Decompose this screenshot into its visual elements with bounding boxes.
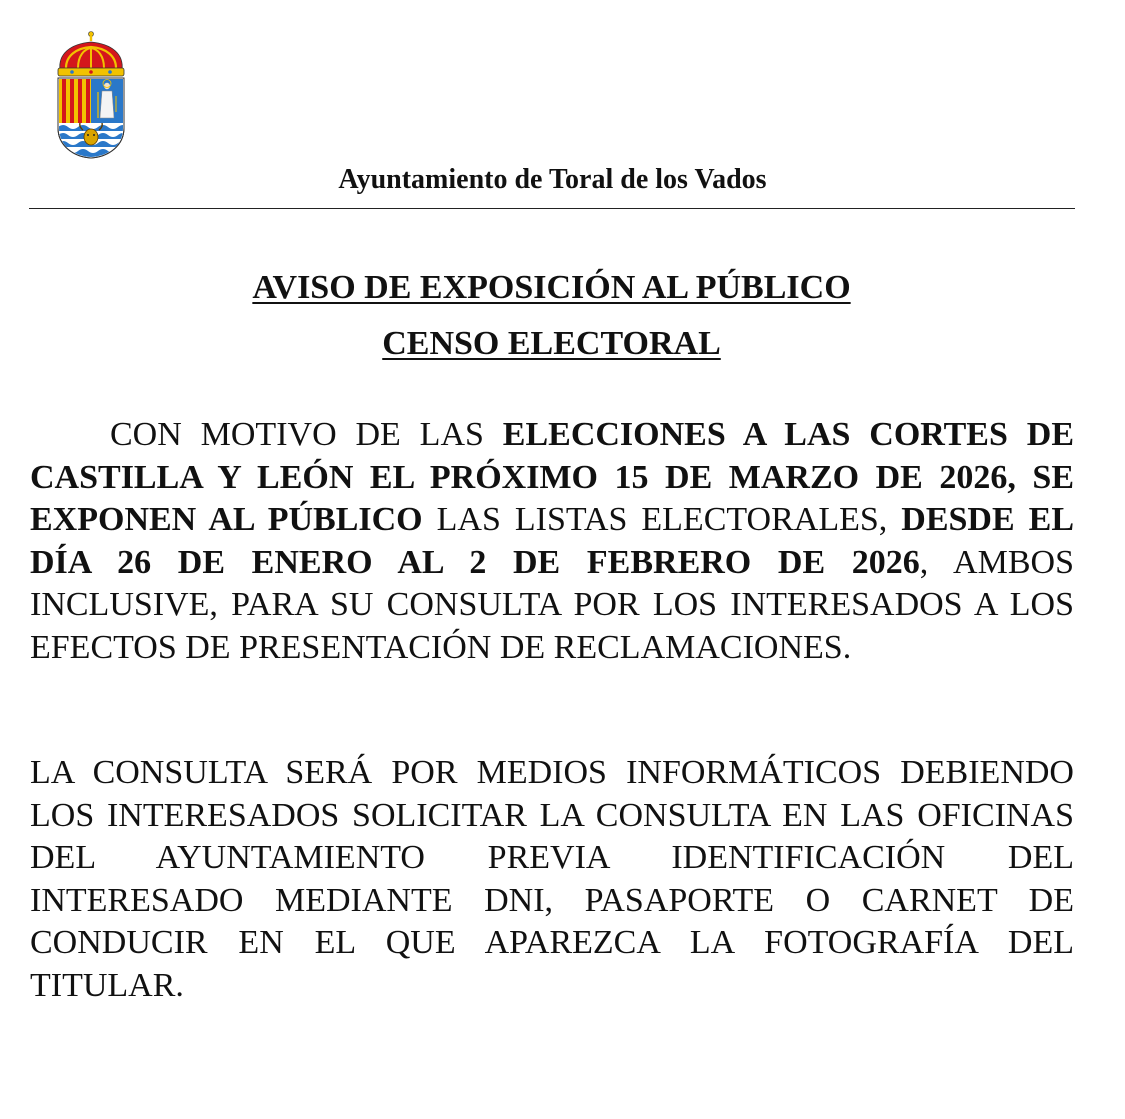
para1-text-c: , AMBOS INCLUSIVE, PARA SU CONSULTA POR LOS INTERESADOS A LOS EFECTOS DE PRESENTACIÓN DE RECLAMACIONES.: [30, 543, 1074, 666]
notice-title: [0, 266, 1103, 310]
notice-title-text: AVISO DE EXPOSICIÓN AL PÚBLICO: [252, 269, 851, 306]
notice-paragraph-2: LA CONSULTA SERÁ POR MEDIOS INFORMÁTICOS DEBIENDO LOS INTERESADOS SOLICITAR LA CONSULTA EN LAS OFICINAS DEL AYUNTAMIENTO PREVIA IDENTIFICACIÓN DEL INTERESADO MEDIANTE DNI, PASAPORTE O CARNET DE CONDUCIR EN EL QUE APAREZCA LA FOTOGRAFÍA DEL TITULAR.: [30, 754, 1074, 1004]
notice-paragraph-1: [30, 414, 1074, 669]
para1-text-b: LAS LISTAS ELECTORALES,: [422, 501, 902, 538]
notice-subtitle-text: CENSO ELECTORAL: [382, 325, 721, 362]
para1-bold-dates: DESDE EL DÍA 26 DE ENERO AL 2 DE FEBRERO DE 2026: [30, 501, 1075, 581]
notice-subtitle: [0, 322, 1103, 366]
para1-text-a: CON MOTIVO DE LAS: [110, 416, 503, 453]
organization-name: Ayuntamiento de Toral de los Vados: [338, 164, 767, 195]
header-divider: [29, 208, 1075, 209]
para1-bold-election: ELECCIONES A LAS CORTES DE CASTILLA Y LEÓN EL PRÓXIMO 15 DE MARZO DE 2026, SE EXPONEN AL PÚBLICO: [30, 416, 1074, 538]
coat-of-arms-icon: [52, 30, 130, 160]
crown-icon: [58, 32, 124, 77]
